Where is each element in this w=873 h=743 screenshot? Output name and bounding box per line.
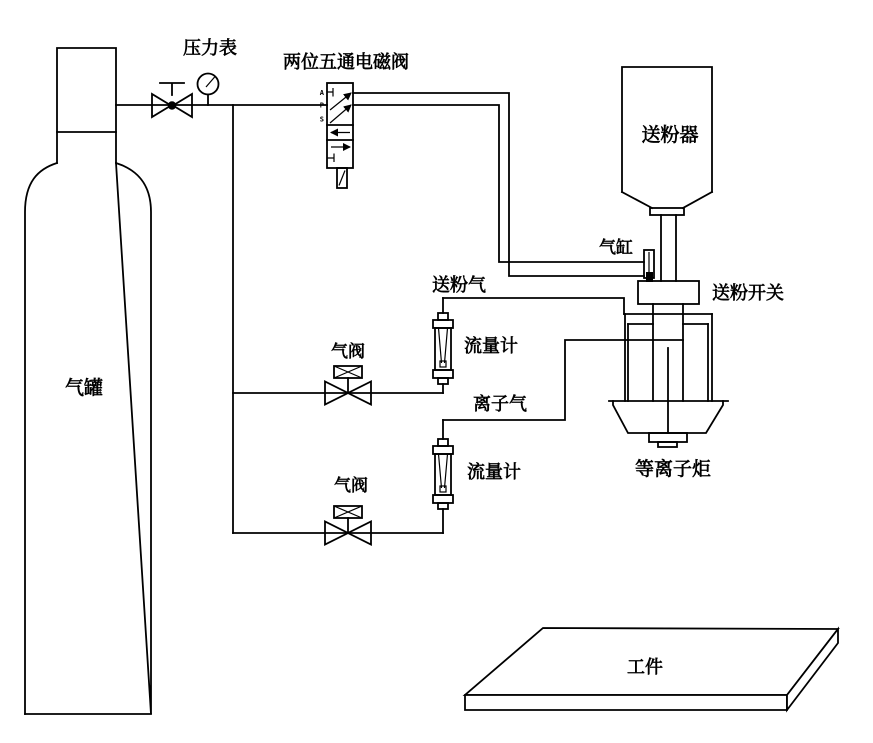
solenoid-port-p: P	[319, 101, 324, 110]
solenoid-valve	[320, 83, 353, 188]
feeder-flange	[650, 208, 684, 215]
tank-valve	[152, 83, 192, 117]
plasma-torch	[609, 304, 728, 447]
label-powder-feeder: 送粉器	[641, 124, 699, 146]
torch-nozzle	[649, 433, 687, 442]
pressure-gauge	[198, 74, 219, 106]
flow-meter-2	[433, 420, 453, 533]
label-plasma-torch: 等离子炬	[634, 458, 712, 480]
solenoid-port-a: A	[319, 89, 324, 97]
label-powder-switch: 送粉开关	[712, 283, 784, 304]
powder-feeder	[622, 67, 712, 281]
label-pressure-gauge: 压力表	[183, 38, 237, 59]
feeder-tube	[661, 215, 676, 281]
label-flow-meter-top: 流量计	[464, 336, 518, 357]
air-cylinder	[644, 250, 654, 282]
powder-switch-box	[638, 281, 699, 304]
label-gas-valve-top: 气阀	[331, 342, 365, 362]
flow-meter-1	[433, 298, 453, 393]
label-powder-gas: 送粉气	[432, 275, 486, 296]
label-flow-meter-bottom: 流量计	[467, 462, 521, 483]
label-solenoid-valve: 两位五通电磁阀	[283, 52, 409, 73]
label-gas-valve-bottom: 气阀	[334, 476, 368, 496]
solenoid-port-s: S	[319, 115, 324, 124]
powder-gas-line	[443, 298, 624, 314]
label-gas-tank: 气罐	[64, 377, 104, 399]
label-gas-cylinder: 气缸	[599, 238, 633, 258]
solenoid-actuator	[337, 168, 347, 188]
gas-valve-1	[233, 366, 443, 405]
label-workpiece: 工件	[627, 657, 663, 678]
gas-valve-2	[233, 506, 443, 545]
label-ion-gas: 离子气	[473, 394, 527, 415]
